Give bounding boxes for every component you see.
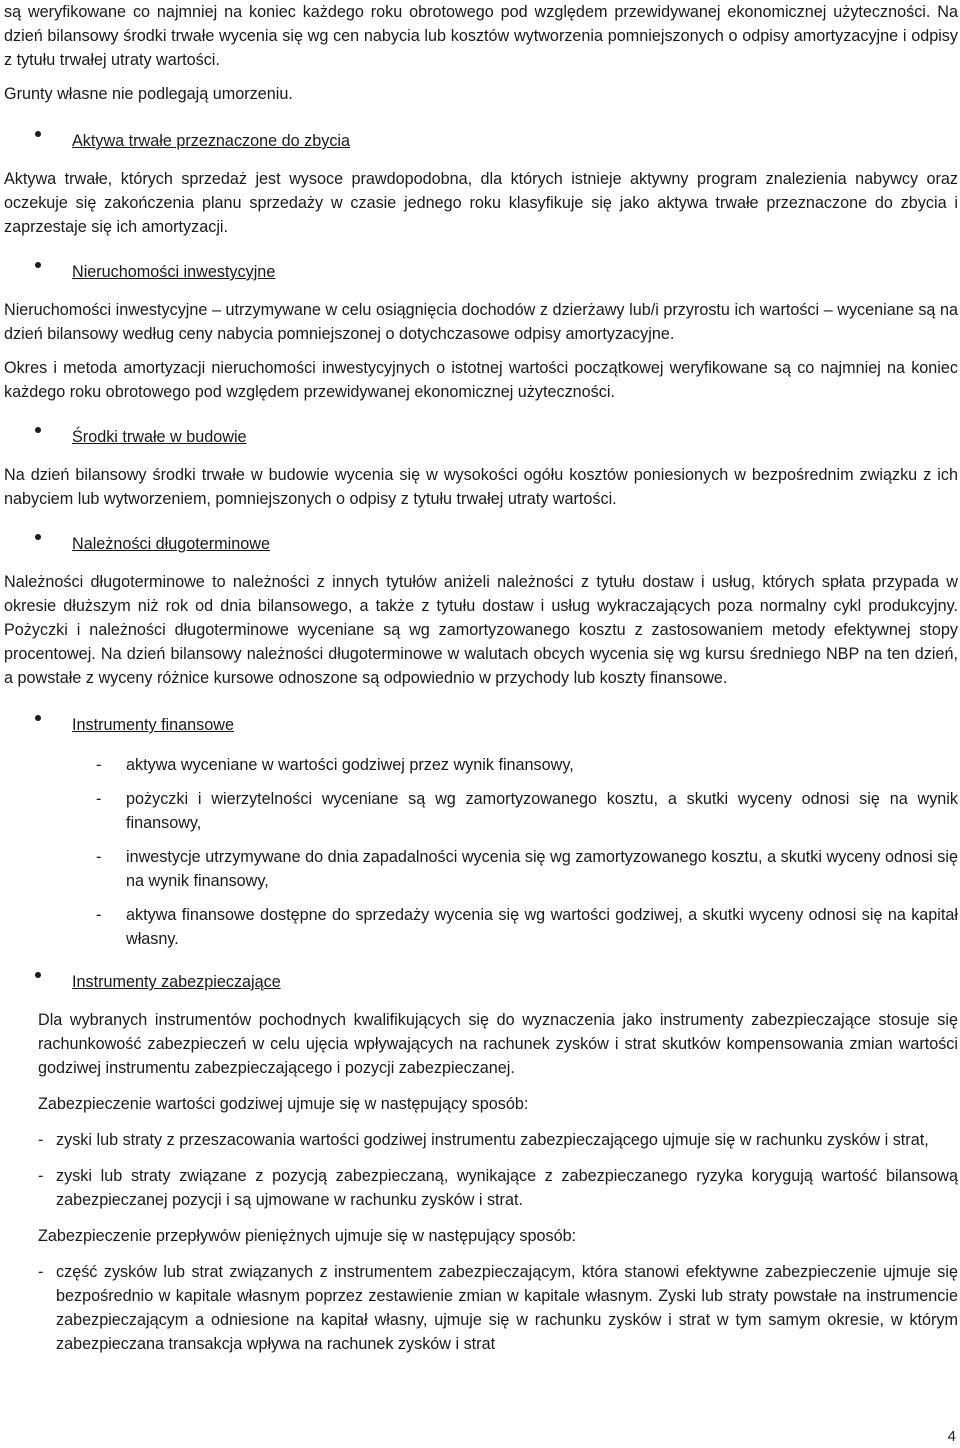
list-item bbox=[4, 787, 958, 835]
dash-marker: - bbox=[38, 1131, 44, 1149]
document-page bbox=[4, 0, 958, 1356]
list-item bbox=[4, 845, 958, 893]
bullet-icon bbox=[4, 122, 72, 146]
list-item bbox=[4, 1128, 958, 1152]
dash-marker: - bbox=[96, 906, 102, 924]
list-item-text: zyski lub straty związane z pozycją zabezpieczaną, wynikające z zabezpieczanego ryzyka korygują wartość bilansową zabezpieczanej pozycji i są ujmowane w rachunku zysków i strat. bbox=[56, 1167, 958, 1209]
section-title: Instrumenty finansowe bbox=[72, 716, 234, 734]
list-item bbox=[4, 903, 958, 951]
list-item-text: inwestycje utrzymywane do dnia zapadalności wycenia się wg zamortyzowanego kosztu, a skutki wyceny odnosi się na wynik finansowy, bbox=[126, 848, 958, 890]
list-item-text: zyski lub straty z przeszacowania wartości godziwej instrumentu zabezpieczającego ujmuje się w rachunku zysków i strat, bbox=[56, 1131, 929, 1149]
paragraph-fair-value-intro: Zabezpieczenie wartości godziwej ujmuje się w następujący sposób: bbox=[38, 1095, 529, 1113]
section-heading-long-term-receivables bbox=[4, 525, 958, 556]
section-heading-hedging-instruments bbox=[4, 963, 958, 994]
section-heading-construction bbox=[4, 418, 958, 449]
section-title: Nieruchomości inwestycyjne bbox=[72, 263, 276, 281]
list-item bbox=[4, 1164, 958, 1212]
list-item bbox=[4, 1260, 958, 1356]
section-title: Instrumenty zabezpieczające bbox=[72, 973, 281, 991]
bullet-icon bbox=[4, 418, 72, 442]
section-heading-investment-property bbox=[4, 253, 958, 284]
dash-marker: - bbox=[96, 756, 102, 774]
bullet-icon bbox=[4, 253, 72, 277]
dash-marker: - bbox=[38, 1167, 44, 1185]
paragraph-construction: Na dzień bilansowy środki trwałe w budowie wycenia się w wysokości ogółu kosztów poniesionych w bezpośrednim związku z ich nabyciem lub wytworzeniem, pomniejszonych o odpisy z tytułu trwałej utraty wartości. bbox=[4, 466, 958, 508]
dash-marker: - bbox=[96, 790, 102, 808]
list-item-text: aktywa wyceniane w wartości godziwej przez wynik finansowy, bbox=[126, 756, 574, 774]
section-title: Środki trwałe w budowie bbox=[72, 428, 247, 446]
section-heading-financial-instruments bbox=[4, 706, 958, 737]
paragraph-intro: są weryfikowane co najmniej na koniec każdego roku obrotowego pod względem przewidywanej ekonomicznej użyteczności. Na dzień bilansowy środki trwałe wycenia się wg cen nabycia lub kosztów wytworzenia pomniejszonych o odpisy amortyzacyjne i odpisy z tytułu trwałej utraty wartości. bbox=[4, 3, 958, 69]
paragraph-assets-for-sale: Aktywa trwałe, których sprzedaż jest wysoce prawdopodobna, dla których istnieje aktywny program znalezienia nabywcy oraz oczekuje się zakończenia planu sprzedaży w czasie jednego roku klasyfikuje się jako aktywa trwałe przeznaczone do zbycia i zaprzestaje się ich amortyzacji. bbox=[4, 170, 958, 236]
list-item-text: pożyczki i wierzytelności wyceniane są wg zamortyzowanego kosztu, a skutki wyceny odnosi się na wynik finansowy, bbox=[126, 790, 958, 832]
bullet-icon bbox=[4, 706, 72, 730]
bullet-icon bbox=[4, 525, 72, 549]
paragraph-hedging: Dla wybranych instrumentów pochodnych kwalifikujących się do wyznaczenia jako instrumenty zabezpieczające stosuje się rachunkowość zabezpieczeń w celu ujęcia wpływających na rachunek zysków i strat skutków kompensowania zmian wartości godziwej instrumentu zabezpieczającego i pozycji zabezpieczanej. bbox=[38, 1011, 958, 1077]
section-heading-assets-for-sale bbox=[4, 122, 958, 153]
paragraph-land: Grunty własne nie podlegają umorzeniu. bbox=[4, 85, 293, 103]
list-item-text: część zysków lub strat związanych z instrumentem zabezpieczającym, która stanowi efektywne zabezpieczenie ujmuje się bezpośrednio w kapitale własnym poprzez zestawienie zmian w kapitale własnym. Zyski lub straty powstałe na instrumencie zabezpieczającym a odniesione na kapitał własny, ujmuje się w rachunku zysków i strat w tym samym okresie, w którym zabezpieczana transakcja wpływa na rachunek zysków i strat bbox=[56, 1263, 958, 1353]
dash-marker: - bbox=[38, 1263, 44, 1281]
section-title: Należności długoterminowe bbox=[72, 535, 270, 553]
paragraph-cash-flow-intro: Zabezpieczenie przepływów pieniężnych ujmuje się w następujący sposób: bbox=[38, 1227, 577, 1245]
page-number: 4 bbox=[947, 1428, 956, 1445]
dash-marker: - bbox=[96, 848, 102, 866]
section-title: Aktywa trwałe przeznaczone do zbycia bbox=[72, 132, 351, 150]
paragraph-investment-property-2: Okres i metoda amortyzacji nieruchomości inwestycyjnych o istotnej wartości początkowej weryfikowane są co najmniej na koniec każdego roku obrotowego pod względem przewidywanej ekonomicznej użyteczności. bbox=[4, 359, 958, 401]
list-item-text: aktywa finansowe dostępne do sprzedaży wycenia się wg wartości godziwej, a skutki wyceny odnosi się na kapitał własny. bbox=[126, 906, 958, 948]
paragraph-investment-property-1: Nieruchomości inwestycyjne – utrzymywane w celu osiągnięcia dochodów z dzierżawy lub/i przyrostu ich wartości – wyceniane są na dzień bilansowy według ceny nabycia pomniejszonej o dotychczasowe odpisy amortyzacyjne. bbox=[4, 301, 958, 343]
list-item bbox=[4, 753, 958, 777]
bullet-icon bbox=[4, 963, 72, 987]
paragraph-long-term-receivables: Należności długoterminowe to należności z innych tytułów aniżeli należności z tytułu dostaw i usług, których spłata przypada w okresie dłuższym niż rok od dnia bilansowego, a także z tytułu dostaw i usług wykraczających poza normalny cykl produkcyjny. Pożyczki i należności długoterminowe wyceniane są wg zamortyzowanego kosztu z zastosowaniem metody efektywnej stopy procentowej. Na dzień bilansowy należności długoterminowe w walutach obcych wycenia się wg kursu średniego NBP na ten dzień, a powstałe z wyceny różnice kursowe odnoszone są odpowiednio w przychody lub koszty finansowe. bbox=[4, 573, 958, 687]
